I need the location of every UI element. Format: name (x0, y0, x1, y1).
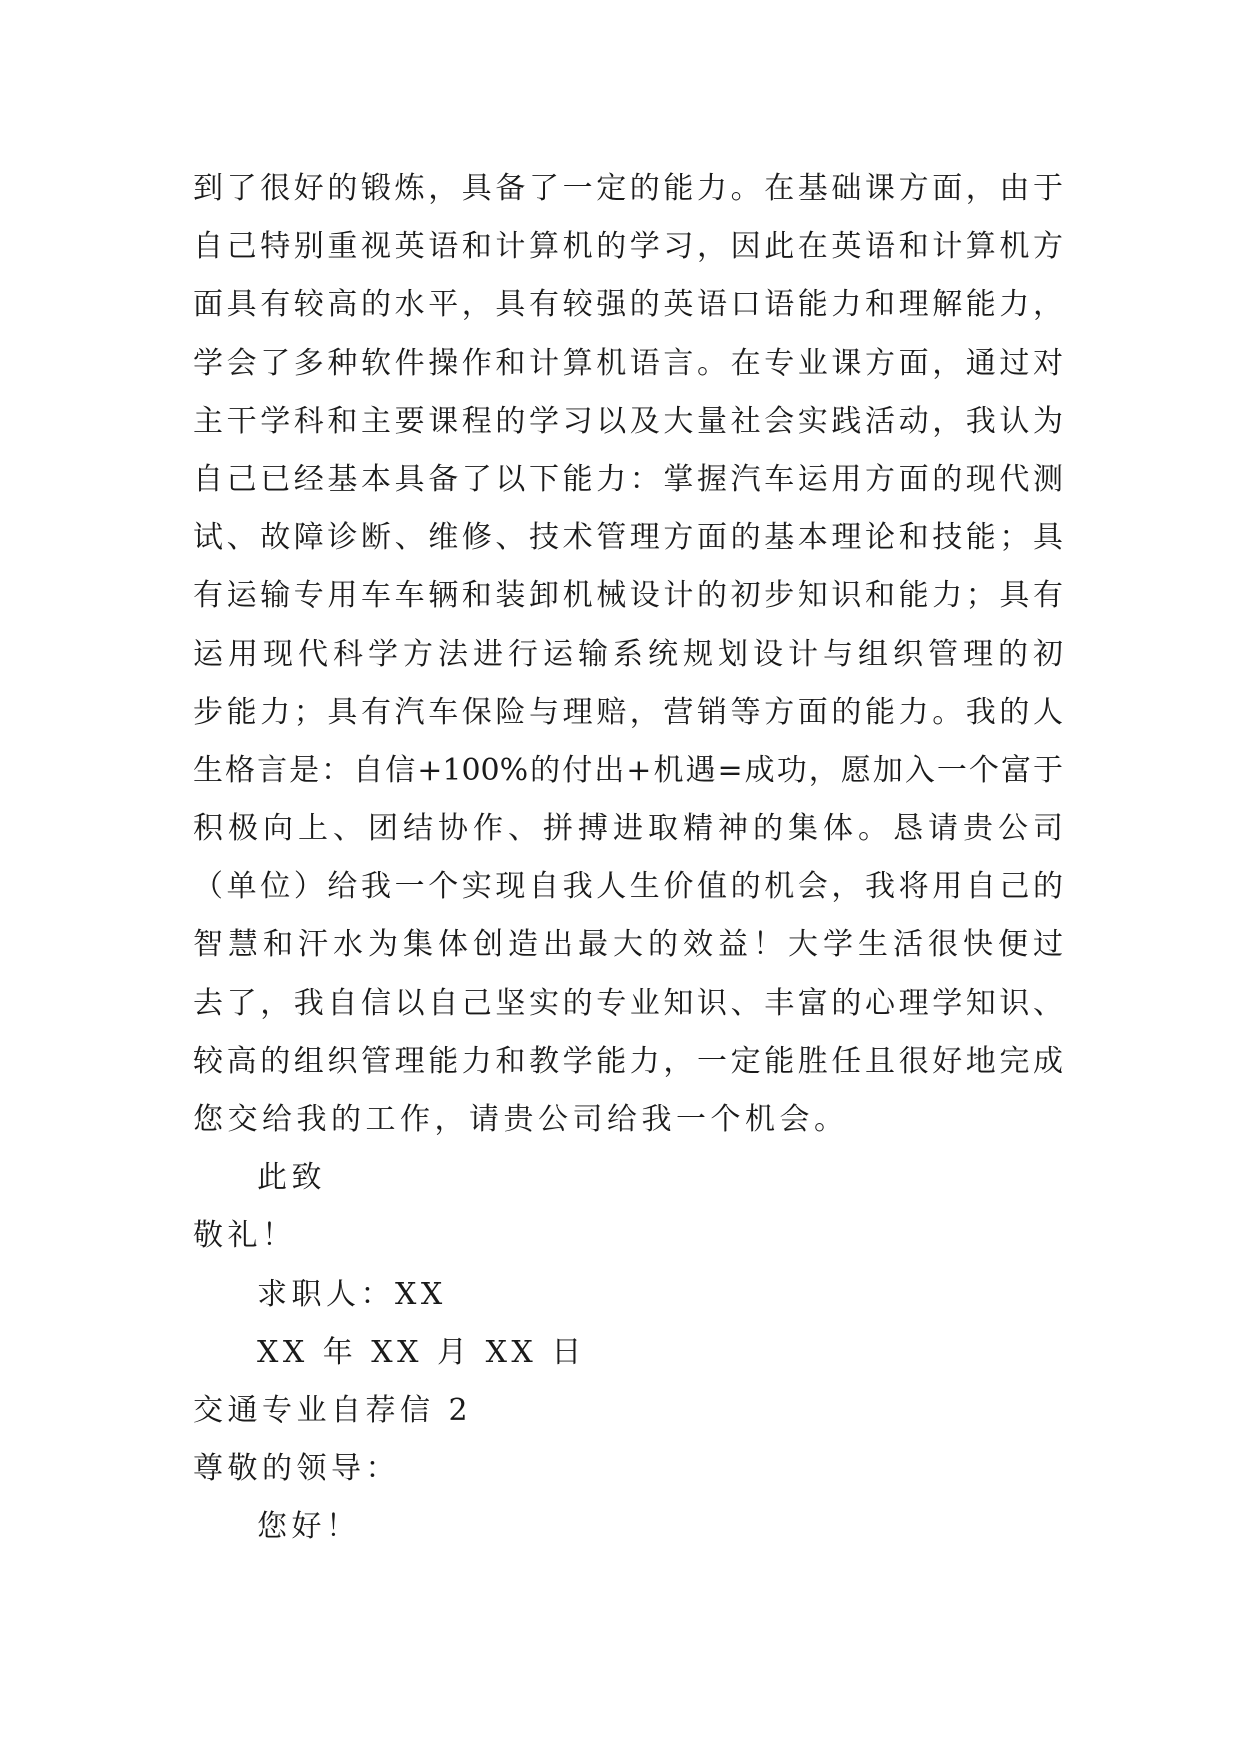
body-line: 到了很好的锻炼，具备了一定的能力。在基础课方面，由于 (193, 171, 1063, 206)
body-line: 主干学科和主要课程的学习以及大量社会实践活动，我认为 (193, 403, 1063, 439)
body-line: 智慧和汗水为集体创造出最大的效益！大学生活很快便过 (193, 927, 1063, 963)
body-line: 有运输专用车车辆和装卸机械设计的初步知识和能力；具有 (193, 578, 1063, 614)
body-line: 学会了多种软件操作和计算机语言。在专业课方面，通过对 (193, 345, 1063, 381)
section-title: 交通专业自荐信 2 (193, 1392, 473, 1428)
body-line: 积极向上、团结协作、拼搏进取精神的集体。恳请贵公司 (193, 811, 1063, 847)
letter-content (193, 160, 1063, 1557)
body-line: 自己已经基本具备了以下能力：掌握汽车运用方面的现代测 (193, 461, 1063, 497)
body-line: （单位）给我一个实现自我人生价值的机会，我将用自己的 (193, 869, 1063, 905)
body-line: 较高的组织管理能力和教学能力，一定能胜任且很好地完成 (193, 1043, 1063, 1079)
body-line: 自己特别重视英语和计算机的学习，因此在英语和计算机方 (193, 229, 1063, 265)
body-line: 步能力；具有汽车保险与理赔，营销等方面的能力。我的人 (193, 694, 1063, 730)
hello-line: 您好！ (257, 1509, 361, 1545)
body-line: 面具有较高的水平，具有较强的英语口语能力和理解能力， (193, 287, 1063, 323)
body-line: 去了，我自信以自己坚实的专业知识、丰富的心理学知识、 (193, 985, 1063, 1021)
body-line: 运用现代科学方法进行运输系统规划设计与组织管理的初 (193, 636, 1063, 672)
applicant-signature: 求职人：XX (257, 1276, 447, 1312)
body-line: 试、故障诊断、维修、技术管理方面的基本理论和技能；具 (193, 520, 1063, 556)
closing-line: 此致 (257, 1160, 326, 1196)
body-line: 您交给我的工作，请贵公司给我一个机会。 (193, 1102, 849, 1137)
salute-line: 敬礼！ (193, 1218, 297, 1254)
greeting-line: 尊敬的领导： (193, 1451, 400, 1487)
body-line: 生格言是：自信+100%的付出+机遇=成功，愿加入一个富于 (193, 752, 1063, 788)
date-line: XX 年 XX 月 XX 日 (257, 1334, 586, 1370)
